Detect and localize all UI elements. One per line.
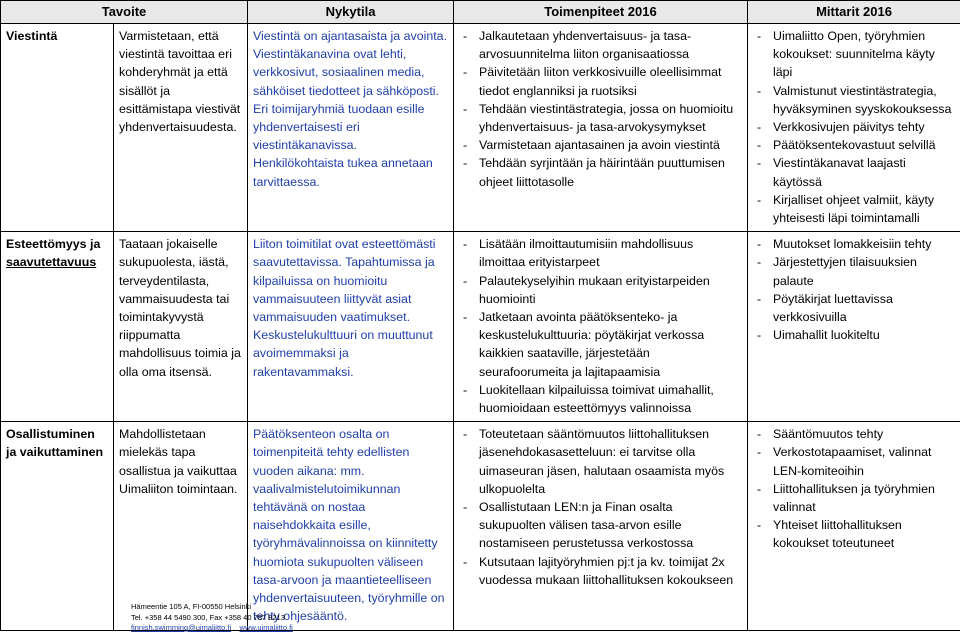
metric-item: - Viestintäkanavat laajasti käytössä [753,154,955,190]
current-state-cell: Päätöksenteon osalta on toimenpiteitä tehty edellisten vuoden aikana: mm. vaalivalmistelutoimikunnan tehtävänä on nostaa naisehdokkaita esille, työryhmävalinnoissa on kiinnitetty huomiota sukupuolten väliseen tasa-arvoon ja maantieteelliseen yhdenvertaisuuteen, työryhmille on tehty ohjesääntö. [248,422,454,630]
table-row [1,24,960,232]
metric-item: - Sääntömuutos tehty [753,425,955,443]
footer-email-link[interactable]: finnish.swimming@uimaliitto.fi [131,623,232,632]
metric-item: - Muutokset lomakkeisiin tehty [753,235,955,253]
action-item: - Päivitetään liiton verkkosivuille oleellisimmat tiedot englanniksi ja ruotsiksi [459,63,742,99]
area-label: Viestintä [6,29,58,43]
action-item: - Luokitellaan kilpailuissa toimivat uimahallit, huomioidaan esteettömyys valinnoissa [459,381,742,417]
goal-cell: Mahdollistetaan mielekäs tapa osallistua ja vaikuttaa Uimaliiton toimintaan. [114,422,248,630]
metric-item: - Päätöksentekovastuut selvillä [753,136,955,154]
metrics-cell [748,232,960,422]
table-row [1,232,960,422]
action-item: - Tehdään syrjintään ja häirintään puuttumisen ohjeet liittotasolle [459,154,742,190]
metric-item: - Valmistunut viestintästrategia, hyväksyminen syyskokouksessa [753,82,955,118]
metric-item: - Liittohallituksen ja työryhmien valinnat [753,480,955,516]
area-cell [1,232,114,422]
goal-cell: Taataan jokaiselle sukupuolesta, iästä, terveydentilasta, vammaisuudesta tai toimintakyvystä riippumatta mahdollisuus toimia ja olla oma itsensä. [114,232,248,422]
metric-item: - Verkkosivujen päivitys tehty [753,118,955,136]
goal-cell: Varmistetaan, että viestintä tavoittaa eri kohderyhmät ja että sisällöt ja esittämistapa viestivät yhdenvertaisuudesta. [114,24,248,232]
metric-item: - Järjestettyjen tilaisuuksien palaute [753,253,955,289]
header-cell: Toimenpiteet 2016 [454,1,748,24]
table-header-row [1,1,960,24]
metric-item: - Yhteiset liittohallituksen kokoukset toteutuneet [753,516,955,552]
current-state-cell: Viestintä on ajantasaista ja avointa. Viestintäkanavina ovat lehti, verkkosivut, sosiaalinen media, sähköiset tiedotteet ja sähköposti. Eri toimijaryhmiä tuodaan esille yhdenvertaisesti eri viestintäkanavissa. Henkilökohtaista tukea annetaan tarvittaessa. [248,24,454,232]
metric-item: - Pöytäkirjat luettavissa verkkosivuilla [753,290,955,326]
area-label: Esteettömyys ja [6,237,101,252]
actions-cell [454,422,748,630]
table-row [1,422,960,630]
action-item: - Palautekyselyihin mukaan erityistarpeiden huomiointi [459,272,742,308]
actions-cell [454,232,748,422]
metric-item: - Uimaliitto Open, työryhmien kokoukset: suunnitelma käyty läpi [753,27,955,82]
current-state-cell: Liiton toimitilat ovat esteettömästi saavutettavissa. Tapahtumissa ja kilpailuissa on huomioitu vammaisuuteen liittyvät asiat vammaisuuden vaatimukset. Keskustelukulttuuri on muuttunut avoimemmaksi ja rakentavammaksi. [248,232,454,422]
action-item: - Tehdään viestintästrategia, jossa on huomioitu yhdenvertaisuus- ja tasa-arvokysymykset [459,100,742,136]
action-item: - Varmistetaan ajantasainen ja avoin viestintä [459,136,742,154]
page-footer [131,602,293,634]
footer-phone: Tel. +358 44 5490 300, Fax +358 40 787 8213 [131,612,285,622]
action-item: - Osallistutaan LEN:n ja Finan osalta sukupuolten välisen tasa-arvon esille nostamiseen perustetussa verkostossa [459,498,742,553]
action-item: - Jatketaan avointa päätöksenteko- ja keskustelukulttuuria: pöytäkirjat verkossa kaikkien saataville, järjestetään seurafoorumeita ja lajitapaamisia [459,308,742,381]
area-label-sub: saavutettavuus [6,255,97,270]
footer-address: Hämeentie 105 A, FI-00550 Helsinki [131,602,252,611]
header-cell: Tavoite [1,1,248,24]
metrics-cell [748,24,960,232]
metric-item: - Verkostotapaamiset, valinnat LEN-komiteoihin [753,443,955,479]
footer-web-link[interactable]: www.uimaliitto.fi [239,623,293,632]
action-item: - Lisätään ilmoittautumisiin mahdollisuus ilmoittaa erityistarpeet [459,235,742,271]
metrics-cell [748,422,960,630]
header-cell: Nykytila [248,1,454,24]
area-cell [1,422,114,630]
header-cell: Mittarit 2016 [748,1,960,24]
metric-item: - Kirjalliset ohjeet valmiit, käyty yhteisesti läpi toimintamalli [753,191,955,227]
action-item: - Jalkautetaan yhdenvertaisuus- ja tasa-arvosuunnitelma liiton organisaatiossa [459,27,742,63]
area-label: Osallistuminen ja vaikuttaminen [6,427,104,460]
action-item: - Toteutetaan sääntömuutos liittohallituksen jäsenehdokasasetteluun: ei tarvitse olla uimaseuran jäsen, halutaan osaamista myös ulkopuolelta [459,425,742,498]
footer-contacts [131,623,293,634]
area-cell [1,24,114,232]
action-item: - Kutsutaan lajityöryhmien pj:t ja kv. toimijat 2x vuodessa mukaan liittohallituksen kokoukseen [459,553,742,589]
actions-cell [454,24,748,232]
metric-item: - Uimahallit luokiteltu [753,326,955,344]
